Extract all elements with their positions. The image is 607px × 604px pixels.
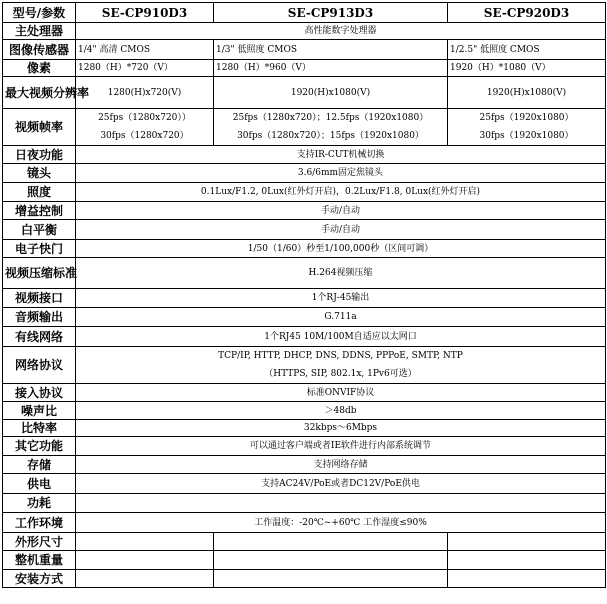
illumination-value: 0.1Lux/F1.2, 0Lux(红外灯开启)，0.2Lux/F1.8, 0Lux(红外灯开启) — [76, 183, 606, 202]
snr-row — [3, 402, 606, 420]
frame-rate-910 — [76, 109, 214, 146]
white-balance-label: 白平衡 — [3, 220, 76, 240]
audio-out-value: G.711a — [76, 308, 606, 327]
pixels-910: 1280（H）*720（V） — [76, 60, 214, 77]
weight-913 — [214, 551, 448, 570]
frame-rate-row — [3, 109, 606, 146]
pixels-label: 像素 — [3, 60, 76, 77]
sensor-920: 1/2.5" 低照度 CMOS — [448, 40, 606, 60]
dimensions-920 — [448, 533, 606, 551]
dimensions-label: 外形尺寸 — [3, 533, 76, 551]
sensor-910: 1/4" 高清 CMOS — [76, 40, 214, 60]
power-label: 供电 — [3, 474, 76, 494]
other-row — [3, 437, 606, 456]
shutter-row — [3, 240, 606, 258]
model-913-header: SE-CP913D3 — [214, 3, 448, 23]
frame-rate-913-line1: 25fps（1280x720）；12.5fps（1920x1080） — [232, 113, 429, 123]
compression-label: 视频压缩标准 — [3, 258, 76, 289]
install-910 — [76, 570, 214, 588]
install-row — [3, 570, 606, 588]
white-balance-row — [3, 220, 606, 240]
gain-value: 手动/自动 — [76, 202, 606, 220]
power-row — [3, 474, 606, 494]
max-res-910: 1280(H)x720(V) — [76, 77, 214, 109]
illumination-label: 照度 — [3, 183, 76, 202]
other-label: 其它功能 — [3, 437, 76, 456]
other-value: 可以通过客户端或者IE软件进行内部系统调节 — [76, 437, 606, 456]
audio-out-row — [3, 308, 606, 327]
lens-row — [3, 164, 606, 183]
install-913 — [214, 570, 448, 588]
environment-label: 工作环境 — [3, 513, 76, 533]
processor-label: 主处理器 — [3, 23, 76, 40]
access-label: 接入协议 — [3, 384, 76, 402]
day-night-label: 日夜功能 — [3, 146, 76, 164]
max-res-row — [3, 77, 606, 109]
max-res-label: 最大视频分辨率 — [3, 77, 76, 109]
compression-row — [3, 258, 606, 289]
compression-value: H.264视频压缩 — [76, 258, 606, 289]
day-night-row — [3, 146, 606, 164]
frame-rate-920 — [448, 109, 606, 146]
protocols-line1: TCP/IP, HTTP, DHCP, DNS, DDNS, PPPoE, SMTP, NTP — [218, 351, 463, 361]
weight-920 — [448, 551, 606, 570]
lens-label: 镜头 — [3, 164, 76, 183]
network-value: 1个RJ45 10M/100M自适应以太网口 — [76, 327, 606, 347]
header-row — [3, 3, 606, 23]
storage-value: 支持网络存储 — [76, 456, 606, 474]
consumption-row — [3, 494, 606, 513]
processor-row — [3, 23, 606, 40]
frame-rate-920-line1: 25fps（1920x1080） — [479, 113, 574, 123]
spec-table — [2, 2, 606, 588]
storage-label: 存储 — [3, 456, 76, 474]
frame-rate-913 — [214, 109, 448, 146]
protocols-label: 网络协议 — [3, 347, 76, 384]
frame-rate-910-line1: 25fps（1280x720）） — [98, 113, 191, 123]
network-label: 有线网络 — [3, 327, 76, 347]
pixels-920: 1920（H）*1080（V） — [448, 60, 606, 77]
frame-rate-label: 视频帧率 — [3, 109, 76, 146]
network-row — [3, 327, 606, 347]
model-920-header: SE-CP920D3 — [448, 3, 606, 23]
gain-label: 增益控制 — [3, 202, 76, 220]
protocols-value — [76, 347, 606, 384]
install-920 — [448, 570, 606, 588]
snr-value: ＞48db — [76, 402, 606, 420]
header-label: 型号/参数 — [3, 3, 76, 23]
bitrate-value: 32kbps～6Mbps — [76, 420, 606, 437]
weight-label: 整机重量 — [3, 551, 76, 570]
weight-910 — [76, 551, 214, 570]
dimensions-row — [3, 533, 606, 551]
access-row — [3, 384, 606, 402]
protocols-row — [3, 347, 606, 384]
sensor-row — [3, 40, 606, 60]
shutter-value: 1/50（1/60）秒至1/100,000秒（区间可调） — [76, 240, 606, 258]
video-port-label: 视频接口 — [3, 289, 76, 308]
power-value: 支持AC24V/PoE或者DC12V/PoE供电 — [76, 474, 606, 494]
shutter-label: 电子快门 — [3, 240, 76, 258]
video-port-row — [3, 289, 606, 308]
consumption-value — [76, 494, 606, 513]
audio-out-label: 音频输出 — [3, 308, 76, 327]
lens-value: 3.6/6mm固定焦镜头 — [76, 164, 606, 183]
protocols-line2: （HTTPS, SIP, 802.1x, 1Pv6可选） — [264, 369, 417, 379]
bitrate-row — [3, 420, 606, 437]
sensor-label: 图像传感器 — [3, 40, 76, 60]
frame-rate-920-line2: 30fps（1920x1080） — [479, 131, 574, 141]
processor-value: 高性能数字处理器 — [76, 23, 606, 40]
frame-rate-913-line2: 30fps（1280x720）；15fps（1920x1080） — [237, 131, 424, 141]
dimensions-913 — [214, 533, 448, 551]
video-port-value: 1个RJ-45输出 — [76, 289, 606, 308]
storage-row — [3, 456, 606, 474]
dimensions-910 — [76, 533, 214, 551]
access-value: 标准ONVIF协议 — [76, 384, 606, 402]
illumination-row — [3, 183, 606, 202]
pixels-913: 1280（H）*960（V） — [214, 60, 448, 77]
gain-row — [3, 202, 606, 220]
environment-value: 工作温度：-20℃~+60℃ 工作湿度≤90% — [76, 513, 606, 533]
install-label: 安装方式 — [3, 570, 76, 588]
day-night-value: 支持IR-CUT机械切换 — [76, 146, 606, 164]
max-res-920: 1920(H)x1080(V) — [448, 77, 606, 109]
frame-rate-910-line2: 30fps（1280x720） — [100, 131, 189, 141]
white-balance-value: 手动/自动 — [76, 220, 606, 240]
max-res-913: 1920(H)x1080(V) — [214, 77, 448, 109]
bitrate-label: 比特率 — [3, 420, 76, 437]
sensor-913: 1/3" 低照度 CMOS — [214, 40, 448, 60]
model-910-header: SE-CP910D3 — [76, 3, 214, 23]
snr-label: 噪声比 — [3, 402, 76, 420]
pixels-row — [3, 60, 606, 77]
consumption-label: 功耗 — [3, 494, 76, 513]
weight-row — [3, 551, 606, 570]
environment-row — [3, 513, 606, 533]
